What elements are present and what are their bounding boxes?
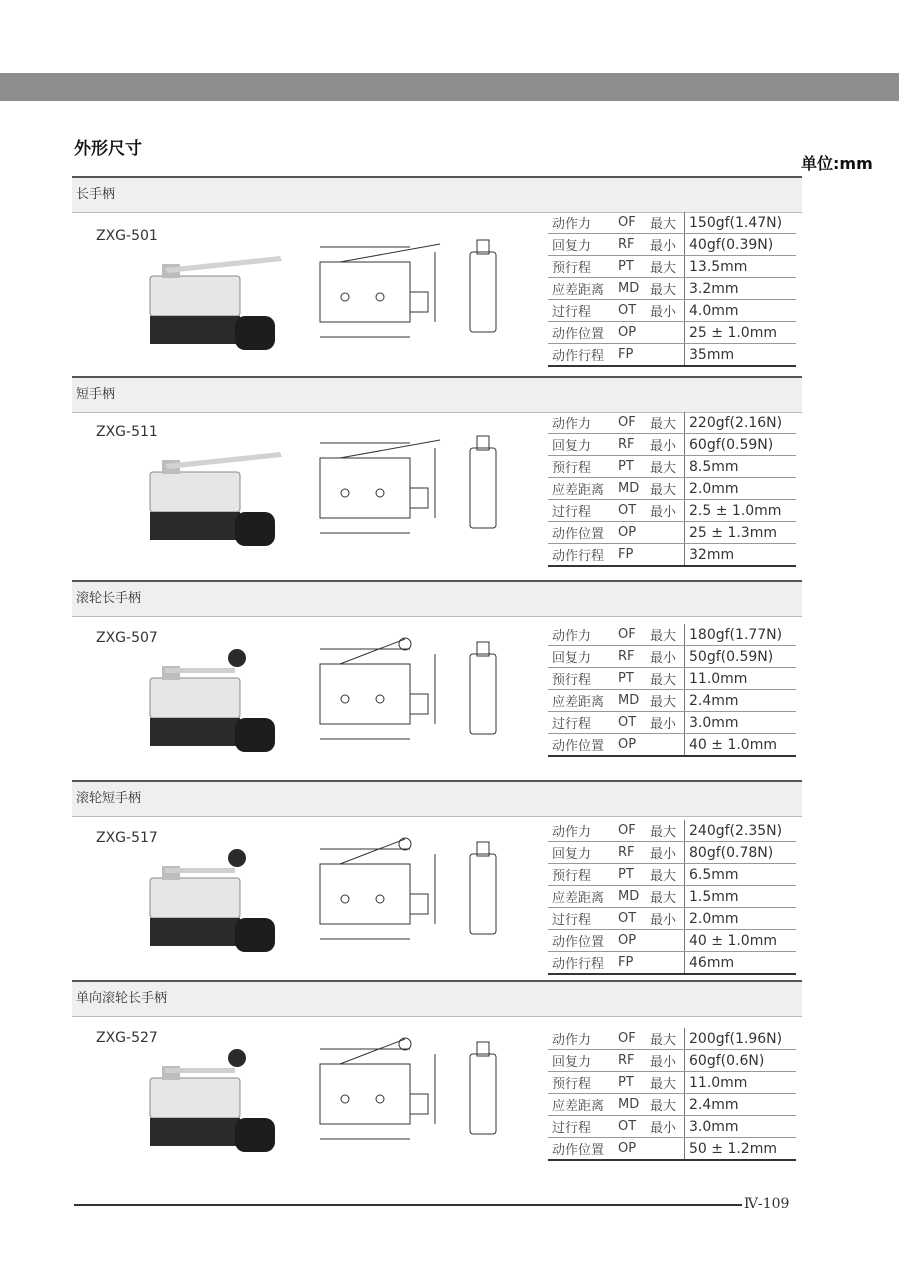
- spec-limit: [646, 1138, 685, 1161]
- spec-limit: 最大: [646, 256, 685, 278]
- outline-side-view: [470, 448, 496, 528]
- spec-section: [72, 980, 802, 1185]
- spec-row: [548, 544, 796, 567]
- spec-label: 动作力: [548, 1028, 614, 1050]
- outline-side-view: [470, 854, 496, 934]
- dimension-drawing: [280, 834, 520, 964]
- spec-row: [548, 952, 796, 975]
- spec-value: 2.4mm: [685, 690, 797, 712]
- spec-limit: [646, 930, 685, 952]
- switch-body: [150, 878, 240, 918]
- spec-limit: 最大: [646, 212, 685, 234]
- spec-value: 40 ± 1.0mm: [685, 930, 797, 952]
- spec-label: 过行程: [548, 500, 614, 522]
- product-photo: [140, 440, 290, 550]
- spec-limit: 最大: [646, 668, 685, 690]
- spec-value: 180gf(1.77N): [685, 624, 797, 646]
- spec-label: 预行程: [548, 864, 614, 886]
- dimension-drawing: [280, 1034, 520, 1164]
- outline-front: [320, 664, 410, 724]
- spec-value: 50gf(0.59N): [685, 646, 797, 668]
- spec-limit: [646, 952, 685, 975]
- mount-hole-left: [341, 895, 349, 903]
- spec-row: [548, 930, 796, 952]
- spec-row: [548, 624, 796, 646]
- switch-base: [150, 718, 240, 746]
- mount-hole-right: [376, 293, 384, 301]
- spec-limit: [646, 344, 685, 367]
- cable-gland: [235, 1118, 275, 1152]
- spec-limit: 最大: [646, 886, 685, 908]
- spec-code: RF: [614, 1050, 646, 1072]
- switch-body: [150, 472, 240, 512]
- spec-code: PT: [614, 1072, 646, 1094]
- spec-label: 预行程: [548, 256, 614, 278]
- spec-value: 3.0mm: [685, 712, 797, 734]
- spec-row: [548, 256, 796, 278]
- spec-code: OF: [614, 1028, 646, 1050]
- product-photo: [140, 244, 290, 354]
- spec-label: 动作力: [548, 820, 614, 842]
- spec-section: [72, 780, 802, 980]
- spec-row: [548, 886, 796, 908]
- switch-body: [150, 678, 240, 718]
- roller-wheel: [228, 849, 246, 867]
- spec-section: [72, 580, 802, 780]
- mount-hole-right: [376, 1095, 384, 1103]
- spec-code: MD: [614, 690, 646, 712]
- spec-row: [548, 908, 796, 930]
- spec-row: [548, 646, 796, 668]
- spec-row: [548, 668, 796, 690]
- spec-limit: 最小: [646, 908, 685, 930]
- spec-limit: [646, 522, 685, 544]
- spec-row: [548, 212, 796, 234]
- spec-code: OT: [614, 712, 646, 734]
- spec-label: 应差距离: [548, 690, 614, 712]
- outline-front: [320, 1064, 410, 1124]
- spec-value: 25 ± 1.0mm: [685, 322, 797, 344]
- spec-limit: 最小: [646, 646, 685, 668]
- spec-code: PT: [614, 456, 646, 478]
- footer-divider: [74, 1204, 742, 1206]
- spec-value: 80gf(0.78N): [685, 842, 797, 864]
- dimension-drawing: [280, 428, 520, 558]
- mount-hole-right: [376, 695, 384, 703]
- switch-base: [150, 1118, 240, 1146]
- spec-row: [548, 734, 796, 757]
- spec-value: 2.0mm: [685, 478, 797, 500]
- spec-label: 过行程: [548, 712, 614, 734]
- spec-code: RF: [614, 234, 646, 256]
- outline-gland: [410, 1094, 428, 1114]
- spec-value: 13.5mm: [685, 256, 797, 278]
- spec-code: FP: [614, 544, 646, 567]
- outline-side-view: [470, 252, 496, 332]
- spec-row: [548, 322, 796, 344]
- spec-value: 32mm: [685, 544, 797, 567]
- outline-gland: [410, 488, 428, 508]
- model-number: ZXG-517: [96, 830, 158, 846]
- mount-hole-right: [376, 489, 384, 497]
- spec-row: [548, 412, 796, 434]
- outline-side-view: [470, 654, 496, 734]
- spec-code: OF: [614, 212, 646, 234]
- roller-outline: [399, 638, 411, 650]
- spec-limit: 最大: [646, 456, 685, 478]
- lever-arm: [165, 1068, 235, 1073]
- spec-code: FP: [614, 344, 646, 367]
- spec-limit: 最大: [646, 1094, 685, 1116]
- header-bar: [0, 73, 899, 101]
- spec-code: MD: [614, 478, 646, 500]
- spec-row: [548, 1116, 796, 1138]
- spec-value: 2.5 ± 1.0mm: [685, 500, 797, 522]
- spec-label: 动作位置: [548, 522, 614, 544]
- spec-row: [548, 690, 796, 712]
- roller-outline: [399, 838, 411, 850]
- lever-arm: [165, 256, 282, 273]
- lever-arm: [165, 452, 282, 469]
- spec-label: 动作力: [548, 624, 614, 646]
- spec-value: 3.0mm: [685, 1116, 797, 1138]
- spec-code: RF: [614, 434, 646, 456]
- switch-base: [150, 512, 240, 540]
- spec-code: MD: [614, 886, 646, 908]
- spec-value: 200gf(1.96N): [685, 1028, 797, 1050]
- spec-row: [548, 500, 796, 522]
- spec-label: 回复力: [548, 646, 614, 668]
- spec-row: [548, 842, 796, 864]
- switch-body: [150, 1078, 240, 1118]
- spec-limit: 最小: [646, 712, 685, 734]
- spec-row: [548, 864, 796, 886]
- spec-limit: 最大: [646, 1072, 685, 1094]
- section-title: 长手柄: [72, 176, 802, 213]
- spec-row: [548, 456, 796, 478]
- spec-code: PT: [614, 256, 646, 278]
- spec-value: 35mm: [685, 344, 797, 367]
- spec-value: 50 ± 1.2mm: [685, 1138, 797, 1161]
- spec-limit: 最小: [646, 500, 685, 522]
- mount-hole-left: [341, 293, 349, 301]
- spec-label: 回复力: [548, 434, 614, 456]
- outline-front: [320, 864, 410, 924]
- product-photo: [140, 1046, 290, 1156]
- cable-gland: [235, 918, 275, 952]
- section-title: 滚轮长手柄: [72, 580, 802, 617]
- outline-side-view: [470, 1054, 496, 1134]
- spec-limit: 最大: [646, 1028, 685, 1050]
- spec-value: 40gf(0.39N): [685, 234, 797, 256]
- spec-row: [548, 1072, 796, 1094]
- mount-hole-left: [341, 489, 349, 497]
- spec-code: MD: [614, 278, 646, 300]
- switch-base: [150, 918, 240, 946]
- cable-gland: [235, 718, 275, 752]
- spec-section: [72, 376, 802, 580]
- spec-code: OT: [614, 300, 646, 322]
- spec-label: 动作行程: [548, 344, 614, 367]
- page-number: Ⅳ-109: [744, 1196, 790, 1212]
- spec-label: 过行程: [548, 908, 614, 930]
- spec-code: FP: [614, 952, 646, 975]
- spec-value: 40 ± 1.0mm: [685, 734, 797, 757]
- outline-gland: [410, 694, 428, 714]
- spec-code: PT: [614, 864, 646, 886]
- spec-row: [548, 820, 796, 842]
- spec-code: OP: [614, 734, 646, 757]
- spec-limit: 最大: [646, 820, 685, 842]
- switch-base: [150, 316, 240, 344]
- spec-value: 60gf(0.59N): [685, 434, 797, 456]
- spec-row: [548, 1050, 796, 1072]
- spec-limit: 最大: [646, 624, 685, 646]
- spec-label: 动作行程: [548, 952, 614, 975]
- spec-limit: 最小: [646, 842, 685, 864]
- outline-front: [320, 458, 410, 518]
- lever-outline: [340, 839, 405, 864]
- spec-value: 60gf(0.6N): [685, 1050, 797, 1072]
- spec-code: OF: [614, 820, 646, 842]
- spec-limit: 最大: [646, 478, 685, 500]
- lever-outline: [340, 639, 405, 664]
- spec-table: [548, 624, 796, 757]
- dimension-drawing: [280, 232, 520, 362]
- spec-value: 2.4mm: [685, 1094, 797, 1116]
- lever-arm: [165, 868, 235, 873]
- spec-label: 动作力: [548, 212, 614, 234]
- spec-row: [548, 522, 796, 544]
- spec-limit: 最小: [646, 234, 685, 256]
- spec-code: OT: [614, 1116, 646, 1138]
- spec-label: 动作位置: [548, 322, 614, 344]
- spec-label: 过行程: [548, 300, 614, 322]
- cable-gland: [235, 512, 275, 546]
- spec-label: 动作位置: [548, 930, 614, 952]
- section-title: 短手柄: [72, 376, 802, 413]
- spec-limit: 最大: [646, 864, 685, 886]
- mount-hole-left: [341, 695, 349, 703]
- spec-value: 46mm: [685, 952, 797, 975]
- spec-row: [548, 712, 796, 734]
- spec-value: 8.5mm: [685, 456, 797, 478]
- spec-label: 预行程: [548, 668, 614, 690]
- spec-row: [548, 1094, 796, 1116]
- outline-gland: [410, 292, 428, 312]
- spec-code: OP: [614, 930, 646, 952]
- spec-limit: 最小: [646, 1050, 685, 1072]
- product-photo: [140, 846, 290, 956]
- roller-wheel: [228, 649, 246, 667]
- model-number: ZXG-527: [96, 1030, 158, 1046]
- spec-table: [548, 412, 796, 567]
- spec-code: MD: [614, 1094, 646, 1116]
- spec-value: 11.0mm: [685, 1072, 797, 1094]
- spec-label: 动作位置: [548, 1138, 614, 1161]
- spec-label: 动作位置: [548, 734, 614, 757]
- lever-outline: [340, 1039, 405, 1064]
- spec-label: 回复力: [548, 234, 614, 256]
- spec-row: [548, 478, 796, 500]
- product-photo: [140, 646, 290, 756]
- spec-code: OP: [614, 322, 646, 344]
- spec-code: OF: [614, 412, 646, 434]
- dimension-drawing: [280, 634, 520, 764]
- mount-hole-left: [341, 1095, 349, 1103]
- unit-label: 单位:mm: [801, 154, 873, 173]
- spec-row: [548, 234, 796, 256]
- spec-label: 应差距离: [548, 478, 614, 500]
- cable-gland: [235, 316, 275, 350]
- outline-gland: [410, 894, 428, 914]
- outline-front: [320, 262, 410, 322]
- spec-label: 回复力: [548, 842, 614, 864]
- spec-row: [548, 300, 796, 322]
- spec-table: [548, 212, 796, 367]
- section-title: 单向滚轮长手柄: [72, 980, 802, 1017]
- spec-code: PT: [614, 668, 646, 690]
- spec-limit: [646, 544, 685, 567]
- spec-row: [548, 1138, 796, 1161]
- spec-value: 4.0mm: [685, 300, 797, 322]
- spec-table: [548, 820, 796, 975]
- switch-body: [150, 276, 240, 316]
- spec-label: 预行程: [548, 1072, 614, 1094]
- lever-arm: [165, 668, 235, 673]
- spec-value: 25 ± 1.3mm: [685, 522, 797, 544]
- model-number: ZXG-507: [96, 630, 158, 646]
- spec-limit: 最大: [646, 690, 685, 712]
- spec-row: [548, 434, 796, 456]
- spec-code: OP: [614, 1138, 646, 1161]
- spec-label: 过行程: [548, 1116, 614, 1138]
- spec-value: 1.5mm: [685, 886, 797, 908]
- spec-limit: [646, 322, 685, 344]
- spec-row: [548, 278, 796, 300]
- spec-label: 动作力: [548, 412, 614, 434]
- model-number: ZXG-511: [96, 424, 158, 440]
- spec-value: 220gf(2.16N): [685, 412, 797, 434]
- spec-code: OF: [614, 624, 646, 646]
- spec-limit: 最小: [646, 434, 685, 456]
- spec-limit: 最大: [646, 278, 685, 300]
- spec-table: [548, 1028, 796, 1161]
- spec-row: [548, 344, 796, 367]
- spec-limit: 最小: [646, 1116, 685, 1138]
- spec-limit: [646, 734, 685, 757]
- spec-value: 11.0mm: [685, 668, 797, 690]
- spec-value: 6.5mm: [685, 864, 797, 886]
- spec-label: 预行程: [548, 456, 614, 478]
- spec-label: 应差距离: [548, 1094, 614, 1116]
- spec-section: [72, 176, 802, 376]
- spec-label: 应差距离: [548, 278, 614, 300]
- spec-code: OT: [614, 500, 646, 522]
- spec-limit: 最大: [646, 412, 685, 434]
- spec-code: OT: [614, 908, 646, 930]
- spec-label: 应差距离: [548, 886, 614, 908]
- spec-value: 2.0mm: [685, 908, 797, 930]
- spec-code: OP: [614, 522, 646, 544]
- section-title: 滚轮短手柄: [72, 780, 802, 817]
- spec-value: 240gf(2.35N): [685, 820, 797, 842]
- spec-row: [548, 1028, 796, 1050]
- page-title: 外形尺寸: [74, 139, 142, 159]
- roller-outline: [399, 1038, 411, 1050]
- mount-hole-right: [376, 895, 384, 903]
- spec-code: RF: [614, 842, 646, 864]
- spec-value: 3.2mm: [685, 278, 797, 300]
- spec-code: RF: [614, 646, 646, 668]
- model-number: ZXG-501: [96, 228, 158, 244]
- spec-value: 150gf(1.47N): [685, 212, 797, 234]
- spec-label: 动作行程: [548, 544, 614, 567]
- spec-label: 回复力: [548, 1050, 614, 1072]
- roller-wheel: [228, 1049, 246, 1067]
- spec-limit: 最小: [646, 300, 685, 322]
